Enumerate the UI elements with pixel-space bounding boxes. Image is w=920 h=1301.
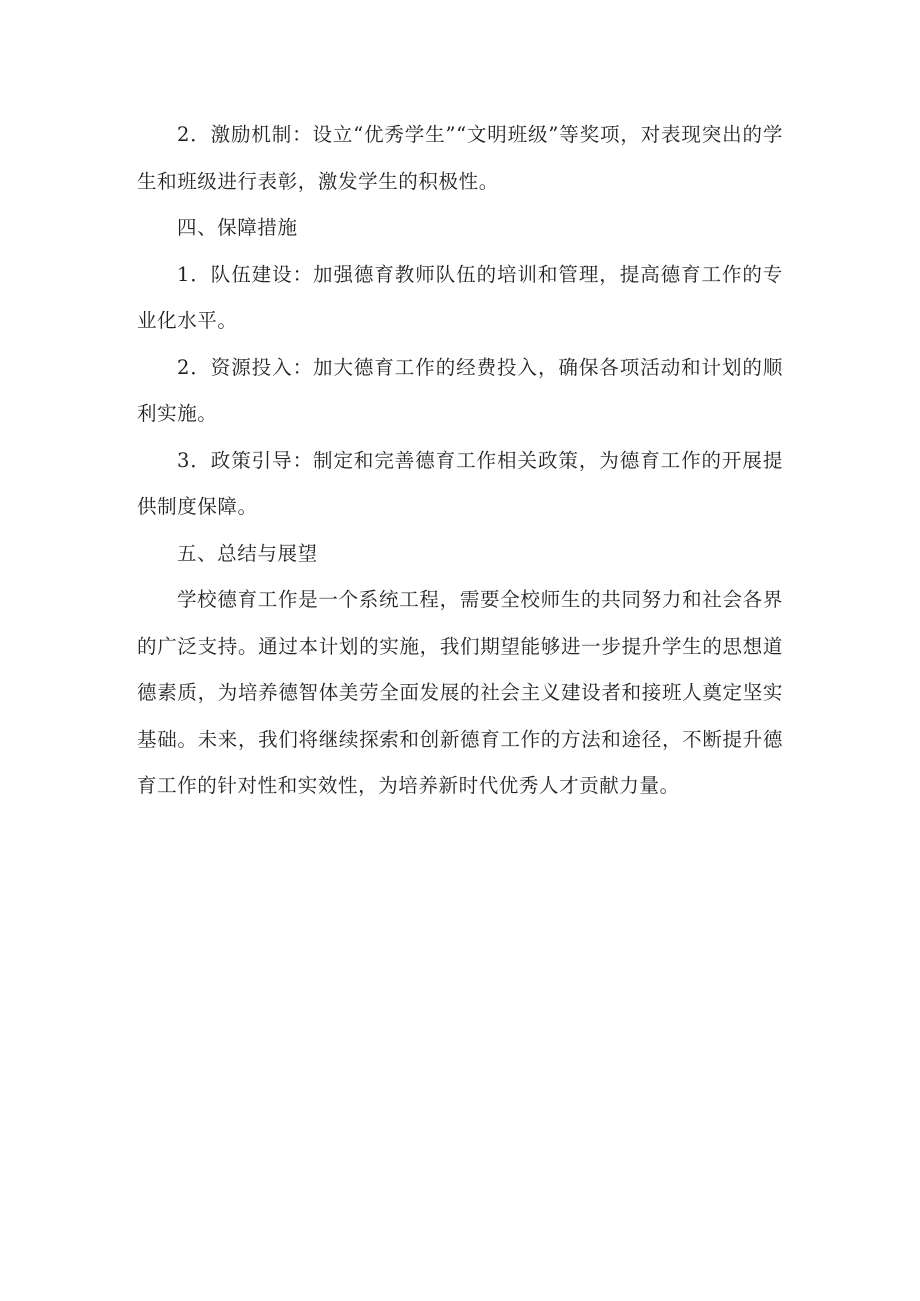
document-body: [137, 112, 783, 810]
paragraph-resource-input: 2．资源投入：加大德育工作的经费投入，确保各项活动和计划的顺利实施。: [137, 355, 783, 425]
paragraph-team-building: 1．队伍建设：加强德育教师队伍的培训和管理，提高德育工作的专业化水平。: [137, 262, 783, 332]
paragraph-policy-guidance: 3．政策引导：制定和完善德育工作相关政策，为德育工作的开展提供制度保障。: [137, 448, 783, 518]
paragraph-summary: 学校德育工作是一个系统工程，需要全校师生的共同努力和社会各界的广泛支持。通过本计划的实施，我们期望能够进一步提升学生的思想道德素质，为培养德智体美劳全面发展的社会主义建设者和接班人奠定坚实基础。未来，我们将继续探索和创新德育工作的方法和途径，不断提升德育工作的针对性和实效性，为培养新时代优秀人才贡献力量。: [137, 588, 783, 797]
section-heading-summary-outlook: 五、总结与展望: [176, 541, 318, 565]
paragraph-incentive-mechanism: 2．激励机制：设立“优秀学生”“文明班级”等奖项，对表现突出的学生和班级进行表彰，激发学生的积极性。: [137, 123, 783, 193]
section-heading-safeguards: 四、保障措施: [176, 216, 298, 239]
